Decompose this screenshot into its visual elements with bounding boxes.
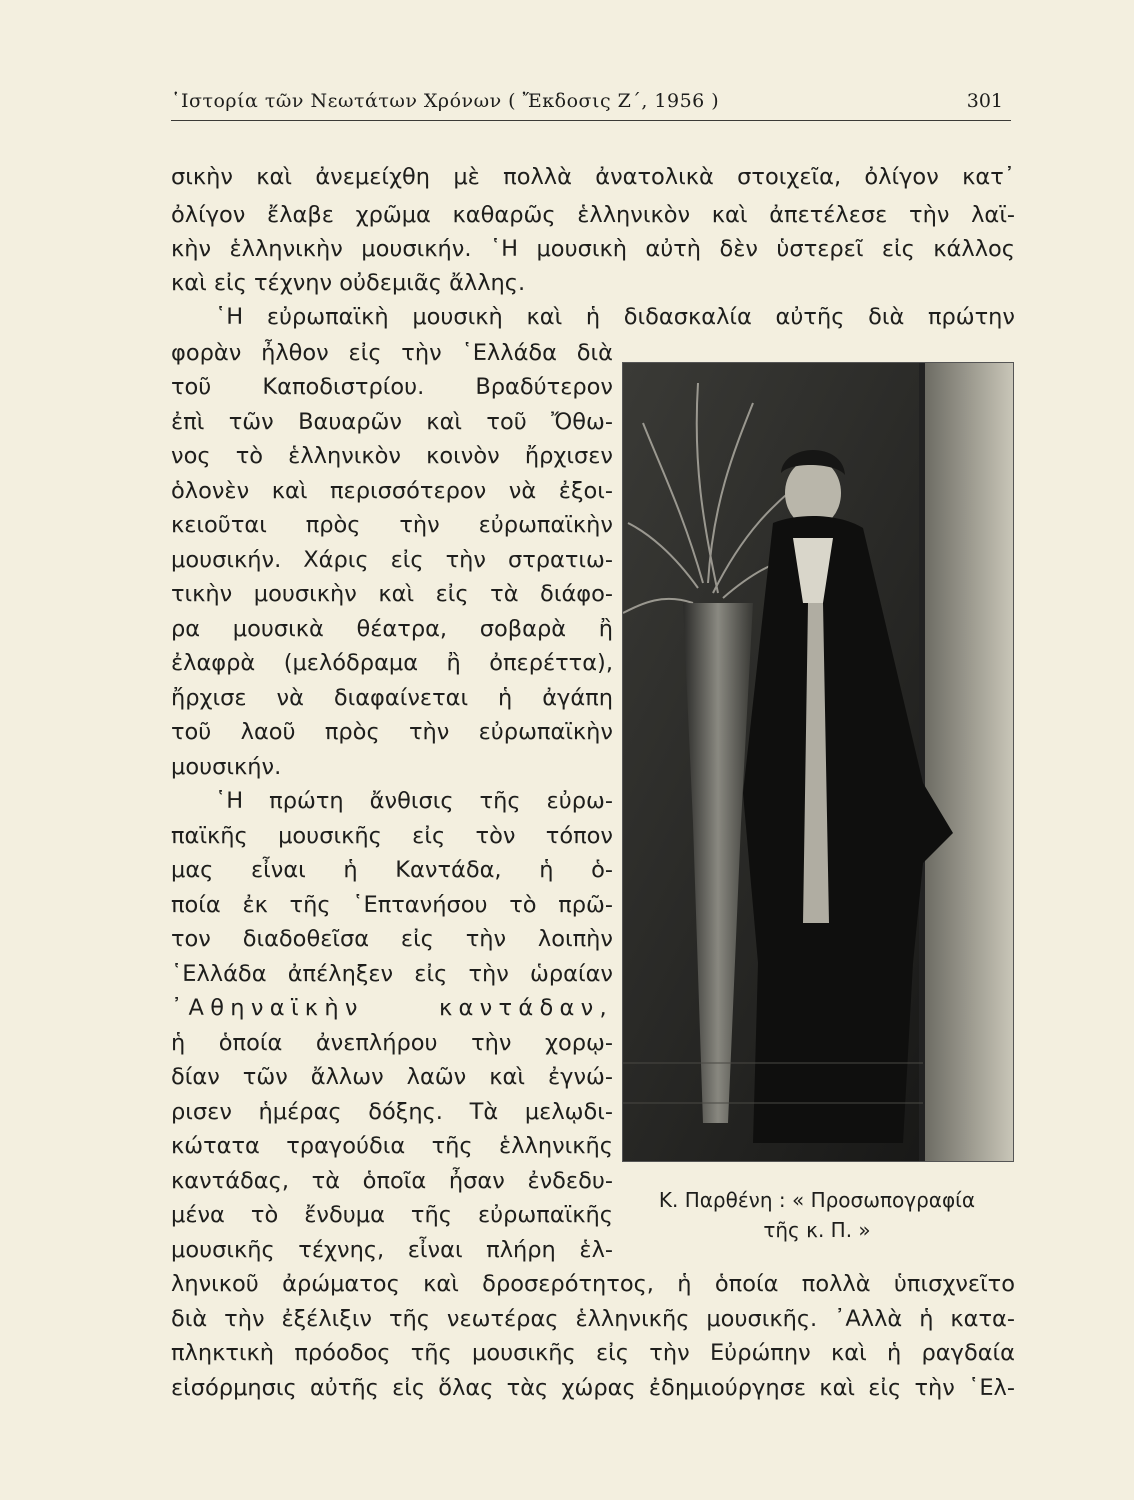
portrait-image (623, 363, 1013, 1161)
text-line: παϊκῆς μουσικῆς εἰς τὸν τόπον (171, 823, 613, 849)
text-line: τοῦ λαοῦ πρὸς τὴν εὐρωπαϊκὴν (171, 719, 613, 745)
text-line: νος τὸ ἑλληνικὸν κοινὸν ἤρχισεν (171, 443, 613, 469)
text-line: ποία ἐκ τῆς ῾Επτανήσου τὸ πρῶ- (171, 892, 613, 918)
text-line: κώτατα τραγούδια τῆς ἑλληνικῆς (171, 1133, 613, 1159)
page-number: 301 (966, 90, 1003, 112)
text-line: καντάδας, τὰ ὁποῖα ἦσαν ἐνδεδυ- (171, 1168, 613, 1194)
text-line: μουσικήν. Χάρις εἰς τὴν στρατιω- (171, 547, 613, 573)
portrait-photograph (622, 362, 1014, 1162)
text-line: σικὴν καὶ ἀνεμείχθη μὲ πολλὰ ἀνατολικὰ στοιχεῖα, ὀλίγον κατ᾽ (171, 164, 1015, 190)
text-line: πληκτικὴ πρόοδος τῆς μουσικῆς εἰς τὴν Εὐρώπην καὶ ἡ ραγδαία (171, 1340, 1015, 1366)
text-line: ῾Η εὐρωπαϊκὴ μουσικὴ καὶ ἡ διδασκαλία αὐτῆς διὰ πρώτην (215, 304, 1015, 330)
text-line: τοῦ Καποδιστρίου. Βραδύτερον (171, 374, 613, 400)
running-header (171, 86, 1011, 121)
text-line: ληνικοῦ ἀρώματος καὶ δροσερότητος, ἡ ὁποία πολλὰ ὑπισχνεῖτο (171, 1271, 1015, 1297)
caption-line: τῆς κ. Π. » (763, 1218, 871, 1242)
caption-line: Κ. Παρθένη : « Προσωπογραφία (658, 1188, 976, 1212)
text-line: ῾Ελλάδα ἀπέληξεν εἰς τὴν ὡραίαν (171, 961, 613, 987)
text-line: τικὴν μουσικὴν καὶ εἰς τὰ διάφο- (171, 581, 613, 607)
text-line: ἐπὶ τῶν Βαυαρῶν καὶ τοῦ Ὄθω- (171, 409, 613, 435)
text-line: μας εἶναι ἡ Καντάδα, ἡ ὁ- (171, 857, 613, 883)
text-line: εἰσόρμησις αὐτῆς εἰς ὅλας τὰς χώρας ἐδημιούργησε καὶ εἰς τὴν ῾Ελ- (171, 1375, 1015, 1401)
text-line: ῾Η πρώτη ἄνθισις τῆς εὐρω- (215, 788, 613, 814)
text-line: ἡ ὁποία ἀνεπλήρου τὴν χορῳ- (171, 1030, 613, 1056)
text-line: διὰ τὴν ἐξέλιξιν τῆς νεωτέρας ἑλληνικῆς μουσικῆς. ᾽Αλλὰ ἡ κατα- (171, 1306, 1015, 1332)
text-line: ὁλονὲν καὶ περισσότερον νὰ ἐξοι- (171, 478, 613, 504)
text-line: κειοῦται πρὸς τὴν εὐρωπαϊκὴν (171, 512, 613, 538)
text-line: μουσικήν. (171, 754, 282, 780)
text-line: μουσικῆς τέχνης, εἶναι πλήρη ἑλ- (171, 1237, 613, 1263)
text-line: ᾽Αθηναϊκὴν καντάδαν, (171, 995, 613, 1021)
header-title: ῾Ιστορία τῶν Νεωτάτων Χρόνων ( Ἔκδοσις Ζ΄, 1956 ) (171, 90, 720, 112)
text-line: ρισεν ἡμέρας δόξης. Τὰ μελῳδι- (171, 1099, 613, 1125)
text-line: ἐλαφρὰ (μελόδραμα ἢ ὀπερέττα), (171, 650, 613, 676)
photo-caption (622, 1185, 1012, 1245)
text-line: ὀλίγον ἔλαβε χρῶμα καθαρῶς ἑλληνικὸν καὶ ἀπετέλεσε τὴν λαϊ- (171, 202, 1015, 228)
text-line: δίαν τῶν ἄλλων λαῶν καὶ ἐγνώ- (171, 1064, 613, 1090)
text-line: φορὰν ἦλθον εἰς τὴν ῾Ελλάδα διὰ (171, 340, 613, 366)
text-line: τον διαδοθεῖσα εἰς τὴν λοιπὴν (171, 926, 613, 952)
text-line: ἤρχισε νὰ διαφαίνεται ἡ ἀγάπη (171, 685, 613, 711)
text-line: ρα μουσικὰ θέατρα, σοβαρὰ ἢ (171, 616, 613, 642)
text-line: μένα τὸ ἔνδυμα τῆς εὐρωπαϊκῆς (171, 1202, 613, 1228)
text-line: κὴν ἑλληνικὴν μουσικήν. ῾Η μουσικὴ αὐτὴ δὲν ὑστερεῖ εἰς κάλλος (171, 236, 1015, 262)
text-line: καὶ εἰς τέχνην οὐδεμιᾶς ἄλλης. (171, 270, 526, 296)
